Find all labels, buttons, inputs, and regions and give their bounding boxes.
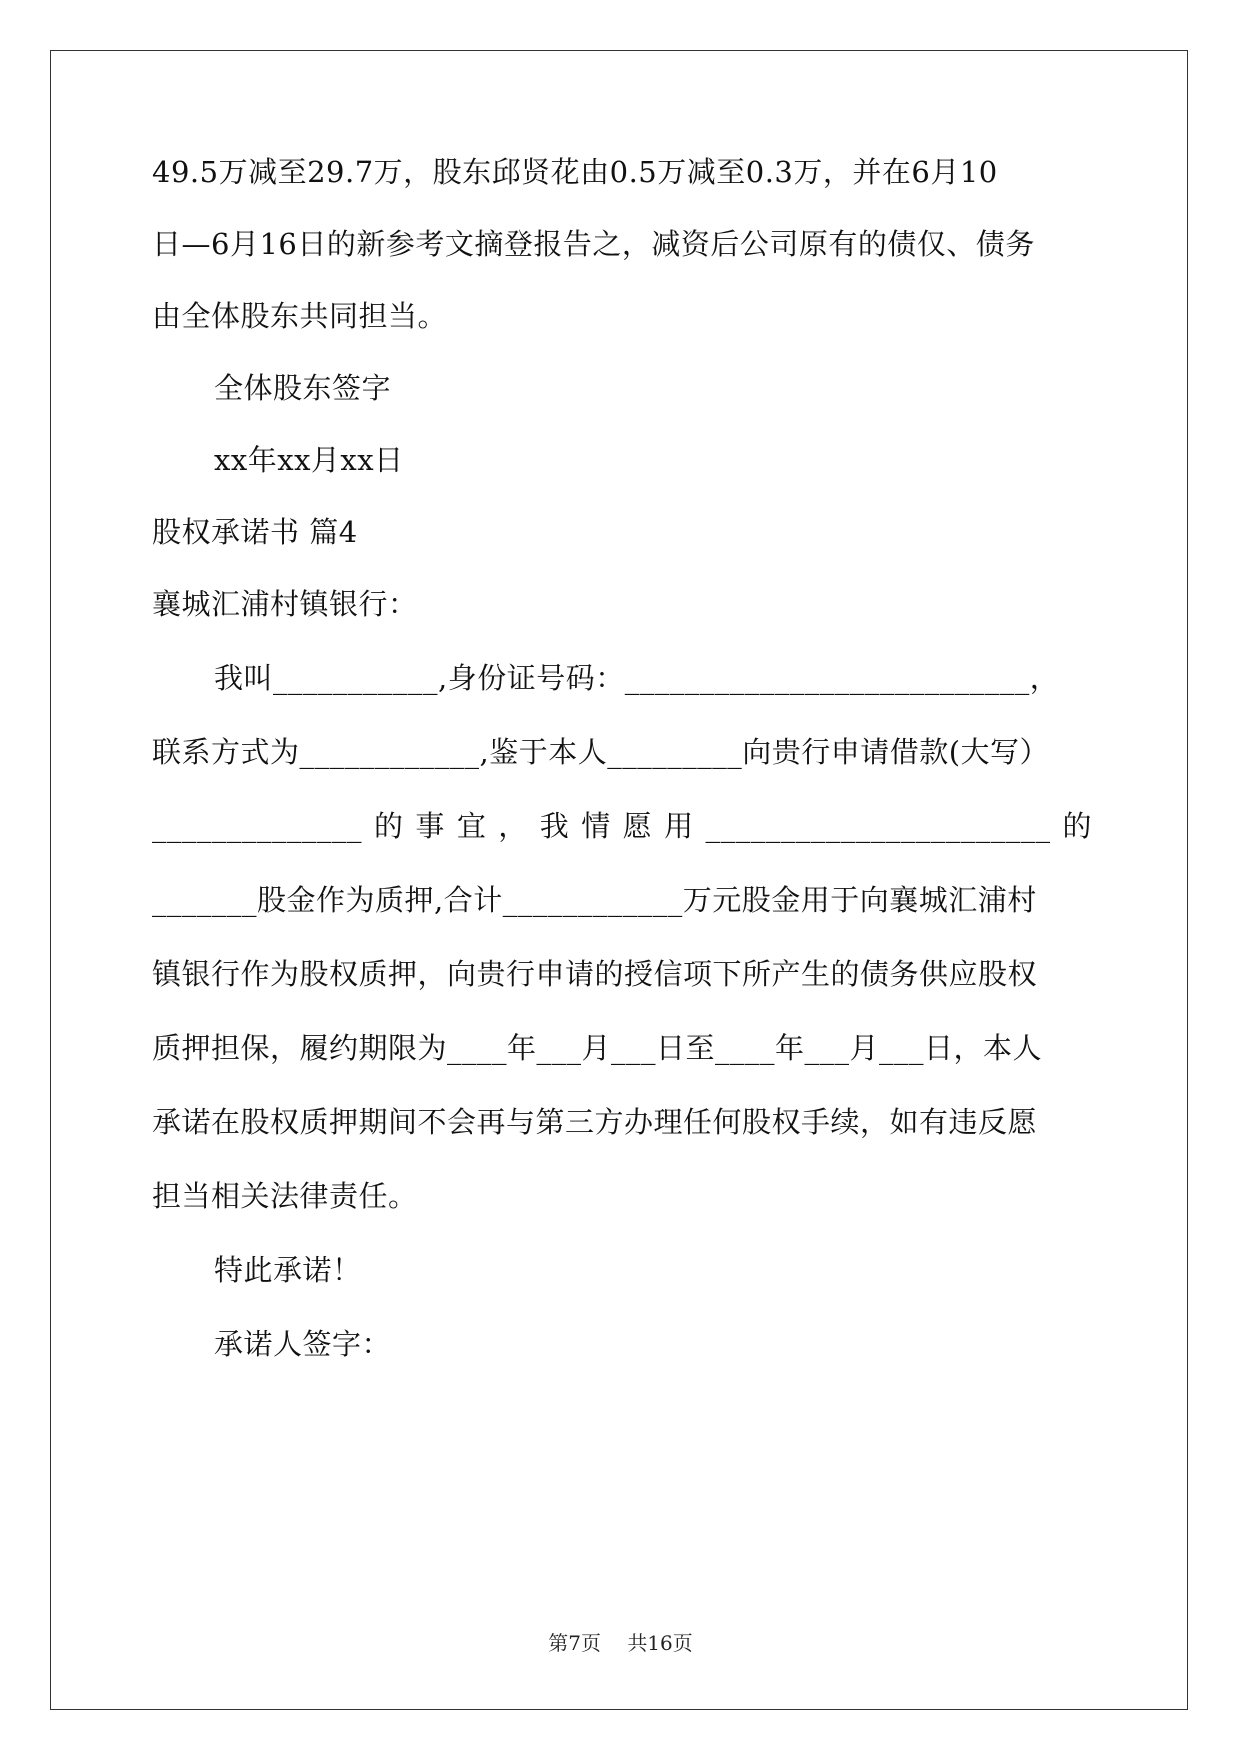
section-title: 股权承诺书 篇4 <box>152 515 358 549</box>
body-line-matter: ______________的事宜，我情愿用_______________________的 <box>152 809 1092 843</box>
body-line-1: 49.5万减至29.7万，股东邱贤花由0.5万减至0.3万，并在6月10 <box>152 155 998 189</box>
page-total: 共16页 <box>627 1631 693 1655</box>
date-line: xx年xx月xx日 <box>214 443 404 477</box>
body-line-2: 日—6月16日的新参考文摘登报告之，减资后公司原有的债仅、债务 <box>152 227 1035 261</box>
body-line-period: 质押担保，履约期限为____年___月___日至____年___月___日，本人 <box>152 1031 1043 1065</box>
body-line-pledge: _______股金作为质押,合计____________万元股金用于向襄城汇浦村 <box>152 883 1037 917</box>
addressee: 襄城汇浦村镇银行： <box>152 587 418 621</box>
promisor-signature: 承诺人签字： <box>214 1327 392 1361</box>
signature-heading: 全体股东签字 <box>214 371 392 405</box>
body-line-liability: 担当相关法律责任。 <box>152 1179 418 1213</box>
body-line-contact: 联系方式为____________,鉴于本人_________向贵行申请借款(大写） <box>152 735 1050 769</box>
closing-promise: 特此承诺！ <box>214 1253 362 1287</box>
page-number: 第7页 <box>548 1631 601 1655</box>
page-footer <box>0 1630 1241 1656</box>
body-line-name-id: 我叫___________,身份证号码：___________________________， <box>214 661 1060 695</box>
body-line-bank: 镇银行作为股权质押，向贵行申请的授信项下所产生的债务供应股权 <box>152 957 1038 991</box>
body-line-promise: 承诺在股权质押期间不会再与第三方办理任何股权手续，如有违反愿 <box>152 1105 1038 1139</box>
body-line-3: 由全体股东共同担当。 <box>152 299 448 333</box>
